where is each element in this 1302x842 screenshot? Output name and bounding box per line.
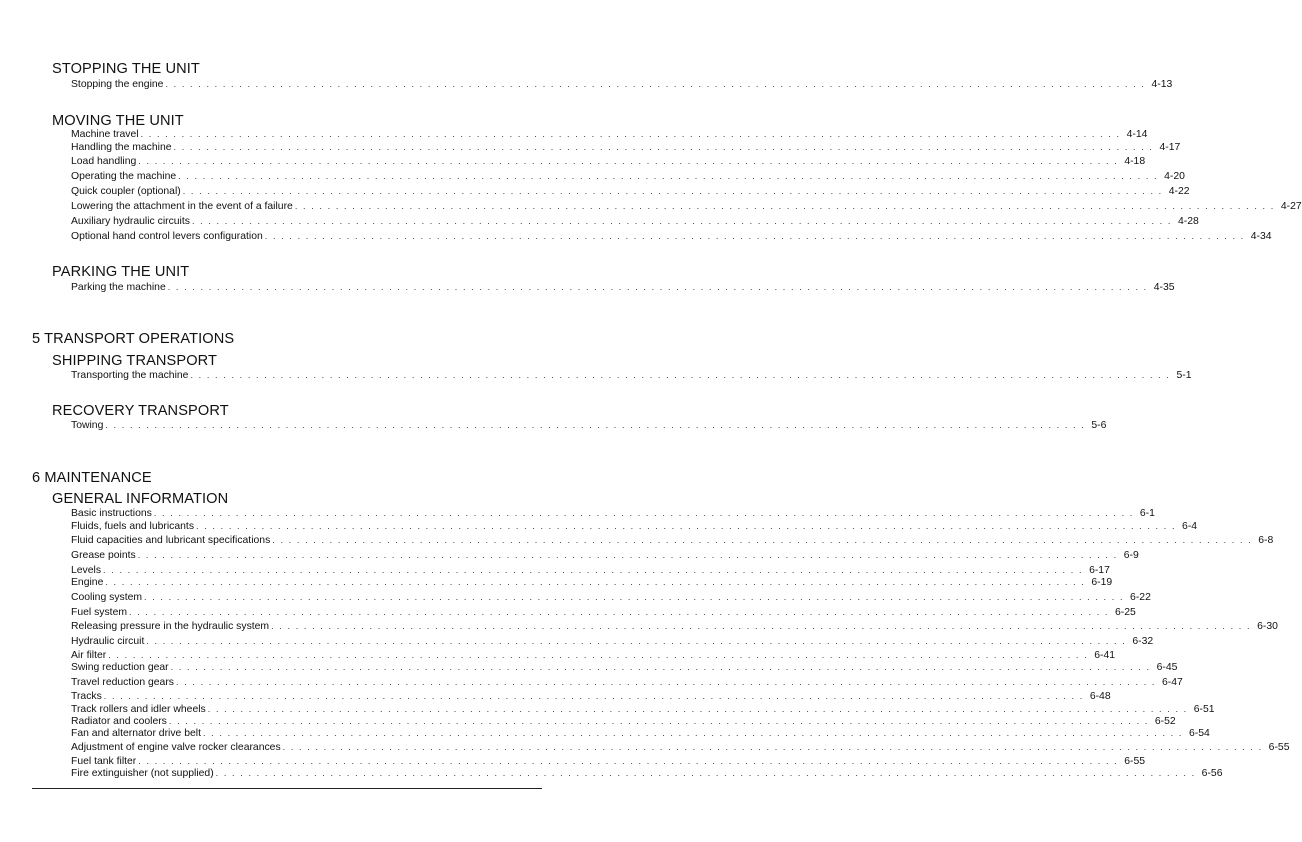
toc-dot-leader: . . . . . . . . . . . . . . . . . . . . . . . . . . . . . . . . . . . . . . . . . . . . . . . . . . . . . . . . . . . . . . . . . . . . . . . . . . . . . . . . . . . . . . . . . . . . . . . . . . . . . . . . . . . . . . . . . . . . . . . . <box>108 650 1089 660</box>
toc-entry-title: Hydraulic circuit <box>71 636 145 647</box>
toc-entry-title: Optional hand control levers configuration <box>71 231 263 242</box>
toc-entry-title: Parking the machine <box>71 282 166 293</box>
toc-dot-leader: . . . . . . . . . . . . . . . . . . . . . . . . . . . . . . . . . . . . . . . . . . . . . . . . . . . . . . . . . . . . . . . . . . . . . . . . . . . . . . . . . . . . . . . . . . . . . . . . . . . . . . . . . . . . . . . . . . . . . . . . <box>178 171 1159 181</box>
toc-entry[interactable] <box>71 661 1178 674</box>
toc-entry-page: 4-28 <box>1177 216 1199 227</box>
toc-entry-page: 5-1 <box>1176 370 1192 381</box>
toc-entry[interactable] <box>71 534 1274 547</box>
toc-entry-page: 6-8 <box>1258 535 1274 546</box>
toc-entry-title: Swing reduction gear <box>71 662 169 673</box>
toc-entry-title: Tracks <box>71 691 102 702</box>
toc-entry[interactable] <box>71 215 1199 228</box>
toc-entry-title: Transporting the machine <box>71 370 189 381</box>
toc-dot-leader: . . . . . . . . . . . . . . . . . . . . . . . . . . . . . . . . . . . . . . . . . . . . . . . . . . . . . . . . . . . . . . . . . . . . . . . . . . . . . . . . . . . . . . . . . . . . . . . . . . . . . . . . . . . . . . . . . . . . . . . . <box>140 129 1121 139</box>
toc-dot-leader: . . . . . . . . . . . . . . . . . . . . . . . . . . . . . . . . . . . . . . . . . . . . . . . . . . . . . . . . . . . . . . . . . . . . . . . . . . . . . . . . . . . . . . . . . . . . . . . . . . . . . . . . . . . . . . . . . . . . . . . . <box>105 420 1086 430</box>
toc-dot-leader: . . . . . . . . . . . . . . . . . . . . . . . . . . . . . . . . . . . . . . . . . . . . . . . . . . . . . . . . . . . . . . . . . . . . . . . . . . . . . . . . . . . . . . . . . . . . . . . . . . . . . . . . . . . . . . . . . . . . . . . . <box>170 662 1151 672</box>
toc-entry[interactable] <box>71 620 1278 633</box>
toc-dot-leader: . . . . . . . . . . . . . . . . . . . . . . . . . . . . . . . . . . . . . . . . . . . . . . . . . . . . . . . . . . . . . . . . . . . . . . . . . . . . . . . . . . . . . . . . . . . . . . . . . . . . . . . . . . . . . . . . . . . . . . . . <box>153 508 1134 518</box>
toc-entry-title: Cooling system <box>71 592 143 603</box>
toc-entry-page: 6-54 <box>1188 728 1210 739</box>
toc-entry-page: 4-20 <box>1164 171 1185 182</box>
toc-dot-leader: . . . . . . . . . . . . . . . . . . . . . . . . . . . . . . . . . . . . . . . . . . . . . . . . . . . . . . . . . . . . . . . . . . . . . . . . . . . . . . . . . . . . . . . . . . . . . . . . . . . . . . . . . . . . . . . . . . . . . . . . <box>103 565 1084 575</box>
toc-dot-leader: . . . . . . . . . . . . . . . . . . . . . . . . . . . . . . . . . . . . . . . . . . . . . . . . . . . . . . . . . . . . . . . . . . . . . . . . . . . . . . . . . . . . . . . . . . . . . . . . . . . . . . . . . . . . . . . . . . . . . . . . <box>264 231 1245 241</box>
toc-dot-leader: . . . . . . . . . . . . . . . . . . . . . . . . . . . . . . . . . . . . . . . . . . . . . . . . . . . . . . . . . . . . . . . . . . . . . . . . . . . . . . . . . . . . . . . . . . . . . . . . . . . . . . . . . . . . . . . . . . . . . . . . <box>105 577 1086 587</box>
toc-dot-leader: . . . . . . . . . . . . . . . . . . . . . . . . . . . . . . . . . . . . . . . . . . . . . . . . . . . . . . . . . . . . . . . . . . . . . . . . . . . . . . . . . . . . . . . . . . . . . . . . . . . . . . . . . . . . . . . . . . . . . . . . <box>190 370 1171 380</box>
toc-entry-page: 4-14 <box>1126 129 1148 140</box>
toc-dot-leader: . . . . . . . . . . . . . . . . . . . . . . . . . . . . . . . . . . . . . . . . . . . . . . . . . . . . . . . . . . . . . . . . . . . . . . . . . . . . . . . . . . . . . . . . . . . . . . . . . . . . . . . . . . . . . . . . . . . . . . . . <box>196 521 1177 531</box>
toc-entry[interactable] <box>71 155 1146 168</box>
toc-entry-page: 6-51 <box>1193 704 1215 715</box>
toc-entry-title: Radiator and coolers <box>71 716 167 727</box>
toc-entry[interactable] <box>71 141 1181 154</box>
toc-entry-page: 4-22 <box>1168 186 1190 197</box>
toc-dot-leader: . . . . . . . . . . . . . . . . . . . . . . . . . . . . . . . . . . . . . . . . . . . . . . . . . . . . . . . . . . . . . . . . . . . . . . . . . . . . . . . . . . . . . . . . . . . . . . . . . . . . . . . . . . . . . . . . . . . . . . . . <box>207 704 1188 714</box>
toc-entry-page: 5-6 <box>1091 420 1107 431</box>
toc-entry-title: Operating the machine <box>71 171 177 182</box>
toc-entry[interactable] <box>71 549 1139 562</box>
toc-entry-title: Fluid capacities and lubricant specifications <box>71 535 271 546</box>
section-heading-parking: PARKING THE UNIT <box>52 264 190 280</box>
toc-entry[interactable] <box>71 170 1185 183</box>
toc-entry[interactable] <box>71 281 1175 294</box>
toc-entry[interactable] <box>71 741 1290 754</box>
toc-entry-title: Track rollers and idler wheels <box>71 704 206 715</box>
toc-entry-page: 6-41 <box>1094 650 1116 661</box>
toc-entry-title: Handling the machine <box>71 142 172 153</box>
toc-dot-leader: . . . . . . . . . . . . . . . . . . . . . . . . . . . . . . . . . . . . . . . . . . . . . . . . . . . . . . . . . . . . . . . . . . . . . . . . . . . . . . . . . . . . . . . . . . . . . . . . . . . . . . . . . . . . . . . . . . . . . . . . <box>144 592 1125 602</box>
toc-dot-leader: . . . . . . . . . . . . . . . . . . . . . . . . . . . . . . . . . . . . . . . . . . . . . . . . . . . . . . . . . . . . . . . . . . . . . . . . . . . . . . . . . . . . . . . . . . . . . . . . . . . . . . . . . . . . . . . . . . . . . . . . <box>182 186 1163 196</box>
toc-dot-leader: . . . . . . . . . . . . . . . . . . . . . . . . . . . . . . . . . . . . . . . . . . . . . . . . . . . . . . . . . . . . . . . . . . . . . . . . . . . . . . . . . . . . . . . . . . . . . . . . . . . . . . . . . . . . . . . . . . . . . . . . <box>191 216 1172 226</box>
toc-dot-leader: . . . . . . . . . . . . . . . . . . . . . . . . . . . . . . . . . . . . . . . . . . . . . . . . . . . . . . . . . . . . . . . . . . . . . . . . . . . . . . . . . . . . . . . . . . . . . . . . . . . . . . . . . . . . . . . . . . . . . . . . <box>272 535 1253 545</box>
toc-entry-page: 6-45 <box>1156 662 1178 673</box>
toc-entry[interactable] <box>71 690 1111 703</box>
toc-dot-leader: . . . . . . . . . . . . . . . . . . . . . . . . . . . . . . . . . . . . . . . . . . . . . . . . . . . . . . . . . . . . . . . . . . . . . . . . . . . . . . . . . . . . . . . . . . . . . . . . . . . . . . . . . . . . . . . . . . . . . . . . <box>294 201 1275 211</box>
toc-entry-page: 6-47 <box>1162 677 1183 688</box>
chapter-heading-maintenance: 6 MAINTENANCE <box>32 470 152 486</box>
toc-entry[interactable] <box>71 591 1151 604</box>
toc-entry-page: 6-30 <box>1257 621 1278 632</box>
toc-entry[interactable] <box>71 606 1136 619</box>
toc-entry-page: 6-17 <box>1089 565 1110 576</box>
footer-rule <box>32 788 542 789</box>
toc-entry[interactable] <box>71 635 1154 648</box>
toc-entry-title: Levels <box>71 565 102 576</box>
toc-entry[interactable] <box>71 767 1223 780</box>
toc-dot-leader: . . . . . . . . . . . . . . . . . . . . . . . . . . . . . . . . . . . . . . . . . . . . . . . . . . . . . . . . . . . . . . . . . . . . . . . . . . . . . . . . . . . . . . . . . . . . . . . . . . . . . . . . . . . . . . . . . . . . . . . . <box>202 728 1183 738</box>
toc-entry-page: 6-4 <box>1182 521 1198 532</box>
toc-entry-title: Basic instructions <box>71 508 152 519</box>
toc-entry[interactable] <box>71 185 1190 198</box>
toc-entry-title: Fluids, fuels and lubricants <box>71 521 195 532</box>
toc-dot-leader: . . . . . . . . . . . . . . . . . . . . . . . . . . . . . . . . . . . . . . . . . . . . . . . . . . . . . . . . . . . . . . . . . . . . . . . . . . . . . . . . . . . . . . . . . . . . . . . . . . . . . . . . . . . . . . . . . . . . . . . . <box>282 742 1263 752</box>
toc-entry-page: 4-34 <box>1250 231 1272 242</box>
toc-entry-title: Machine travel <box>71 129 139 140</box>
toc-dot-leader: . . . . . . . . . . . . . . . . . . . . . . . . . . . . . . . . . . . . . . . . . . . . . . . . . . . . . . . . . . . . . . . . . . . . . . . . . . . . . . . . . . . . . . . . . . . . . . . . . . . . . . . . . . . . . . . . . . . . . . . . <box>146 636 1127 646</box>
toc-dot-leader: . . . . . . . . . . . . . . . . . . . . . . . . . . . . . . . . . . . . . . . . . . . . . . . . . . . . . . . . . . . . . . . . . . . . . . . . . . . . . . . . . . . . . . . . . . . . . . . . . . . . . . . . . . . . . . . . . . . . . . . . <box>215 768 1196 778</box>
toc-entry-title: Quick coupler (optional) <box>71 186 181 197</box>
toc-entry-page: 6-55 <box>1124 756 1146 767</box>
toc-entry-page: 4-27 <box>1280 201 1302 212</box>
toc-entry[interactable] <box>71 507 1155 520</box>
toc-entry[interactable] <box>71 78 1173 91</box>
toc-entry-page: 6-48 <box>1089 691 1111 702</box>
section-heading-stopping: STOPPING THE UNIT <box>52 61 200 77</box>
toc-entry-title: Fuel tank filter <box>71 756 137 767</box>
toc-entry-title: Adjustment of engine valve rocker clearances <box>71 742 281 753</box>
toc-entry-page: 6-9 <box>1123 550 1139 561</box>
toc-dot-leader: . . . . . . . . . . . . . . . . . . . . . . . . . . . . . . . . . . . . . . . . . . . . . . . . . . . . . . . . . . . . . . . . . . . . . . . . . . . . . . . . . . . . . . . . . . . . . . . . . . . . . . . . . . . . . . . . . . . . . . . . <box>129 607 1110 617</box>
toc-entry[interactable] <box>71 676 1183 689</box>
toc-entry-page: 6-22 <box>1130 592 1151 603</box>
toc-entry-page: 6-25 <box>1115 607 1136 618</box>
toc-dot-leader: . . . . . . . . . . . . . . . . . . . . . . . . . . . . . . . . . . . . . . . . . . . . . . . . . . . . . . . . . . . . . . . . . . . . . . . . . . . . . . . . . . . . . . . . . . . . . . . . . . . . . . . . . . . . . . . . . . . . . . . . <box>167 282 1148 292</box>
toc-entry-title: Load handling <box>71 156 137 167</box>
toc-entry-title: Stopping the engine <box>71 79 164 90</box>
toc-entry-page: 6-1 <box>1139 508 1155 519</box>
toc-entry-page: 6-19 <box>1091 577 1113 588</box>
toc-dot-leader: . . . . . . . . . . . . . . . . . . . . . . . . . . . . . . . . . . . . . . . . . . . . . . . . . . . . . . . . . . . . . . . . . . . . . . . . . . . . . . . . . . . . . . . . . . . . . . . . . . . . . . . . . . . . . . . . . . . . . . . . <box>173 142 1154 152</box>
toc-entry-title: Engine <box>71 577 104 588</box>
section-heading-general: GENERAL INFORMATION <box>52 491 229 507</box>
toc-dot-leader: . . . . . . . . . . . . . . . . . . . . . . . . . . . . . . . . . . . . . . . . . . . . . . . . . . . . . . . . . . . . . . . . . . . . . . . . . . . . . . . . . . . . . . . . . . . . . . . . . . . . . . . . . . . . . . . . . . . . . . . . <box>138 756 1119 766</box>
toc-entry[interactable] <box>71 576 1113 589</box>
toc-entry-title: Lowering the attachment in the event of a failure <box>71 201 293 212</box>
section-heading-moving: MOVING THE UNIT <box>52 113 184 129</box>
toc-entry-title: Fan and alternator drive belt <box>71 728 201 739</box>
toc-entry[interactable] <box>71 419 1107 432</box>
toc-entry[interactable] <box>71 369 1192 382</box>
toc-entry-title: Releasing pressure in the hydraulic system <box>71 621 270 632</box>
toc-entry-page: 6-55 <box>1268 742 1290 753</box>
toc-entry-page: 4-18 <box>1124 156 1146 167</box>
toc-entry[interactable] <box>71 230 1272 243</box>
toc-entry[interactable] <box>71 520 1198 533</box>
toc-entry-title: Fuel system <box>71 607 128 618</box>
toc-entry-page: 4-13 <box>1151 79 1173 90</box>
toc-dot-leader: . . . . . . . . . . . . . . . . . . . . . . . . . . . . . . . . . . . . . . . . . . . . . . . . . . . . . . . . . . . . . . . . . . . . . . . . . . . . . . . . . . . . . . . . . . . . . . . . . . . . . . . . . . . . . . . . . . . . . . . . <box>138 156 1119 166</box>
toc-entry[interactable] <box>71 128 1148 141</box>
toc-entry-page: 4-17 <box>1159 142 1181 153</box>
toc-dot-leader: . . . . . . . . . . . . . . . . . . . . . . . . . . . . . . . . . . . . . . . . . . . . . . . . . . . . . . . . . . . . . . . . . . . . . . . . . . . . . . . . . . . . . . . . . . . . . . . . . . . . . . . . . . . . . . . . . . . . . . . . <box>137 550 1118 560</box>
toc-entry[interactable] <box>71 200 1302 213</box>
toc-entry-page: 6-32 <box>1132 636 1154 647</box>
toc-dot-leader: . . . . . . . . . . . . . . . . . . . . . . . . . . . . . . . . . . . . . . . . . . . . . . . . . . . . . . . . . . . . . . . . . . . . . . . . . . . . . . . . . . . . . . . . . . . . . . . . . . . . . . . . . . . . . . . . . . . . . . . . <box>271 621 1252 631</box>
toc-entry[interactable] <box>71 727 1210 740</box>
toc-entry-title: Auxiliary hydraulic circuits <box>71 216 190 227</box>
toc-dot-leader: . . . . . . . . . . . . . . . . . . . . . . . . . . . . . . . . . . . . . . . . . . . . . . . . . . . . . . . . . . . . . . . . . . . . . . . . . . . . . . . . . . . . . . . . . . . . . . . . . . . . . . . . . . . . . . . . . . . . . . . . <box>176 677 1157 687</box>
section-heading-shipping: SHIPPING TRANSPORT <box>52 353 218 369</box>
toc-entry-title: Travel reduction gears <box>71 677 174 688</box>
chapter-heading-transport: 5 TRANSPORT OPERATIONS <box>32 331 235 347</box>
toc-entry-page: 6-52 <box>1154 716 1176 727</box>
toc-entry-page: 6-56 <box>1201 768 1223 779</box>
toc-dot-leader: . . . . . . . . . . . . . . . . . . . . . . . . . . . . . . . . . . . . . . . . . . . . . . . . . . . . . . . . . . . . . . . . . . . . . . . . . . . . . . . . . . . . . . . . . . . . . . . . . . . . . . . . . . . . . . . . . . . . . . . . <box>103 691 1084 701</box>
toc-entry-title: Grease points <box>71 550 136 561</box>
toc-entry-title: Fire extinguisher (not supplied) <box>71 768 214 779</box>
toc-entry-title: Towing <box>71 420 104 431</box>
toc-dot-leader: . . . . . . . . . . . . . . . . . . . . . . . . . . . . . . . . . . . . . . . . . . . . . . . . . . . . . . . . . . . . . . . . . . . . . . . . . . . . . . . . . . . . . . . . . . . . . . . . . . . . . . . . . . . . . . . . . . . . . . . . <box>168 716 1149 726</box>
toc-dot-leader: . . . . . . . . . . . . . . . . . . . . . . . . . . . . . . . . . . . . . . . . . . . . . . . . . . . . . . . . . . . . . . . . . . . . . . . . . . . . . . . . . . . . . . . . . . . . . . . . . . . . . . . . . . . . . . . . . . . . . . . . <box>165 79 1146 89</box>
toc-entry-title: Air filter <box>71 650 107 661</box>
toc-entry-page: 4-35 <box>1153 282 1175 293</box>
section-heading-recovery: RECOVERY TRANSPORT <box>52 403 229 419</box>
